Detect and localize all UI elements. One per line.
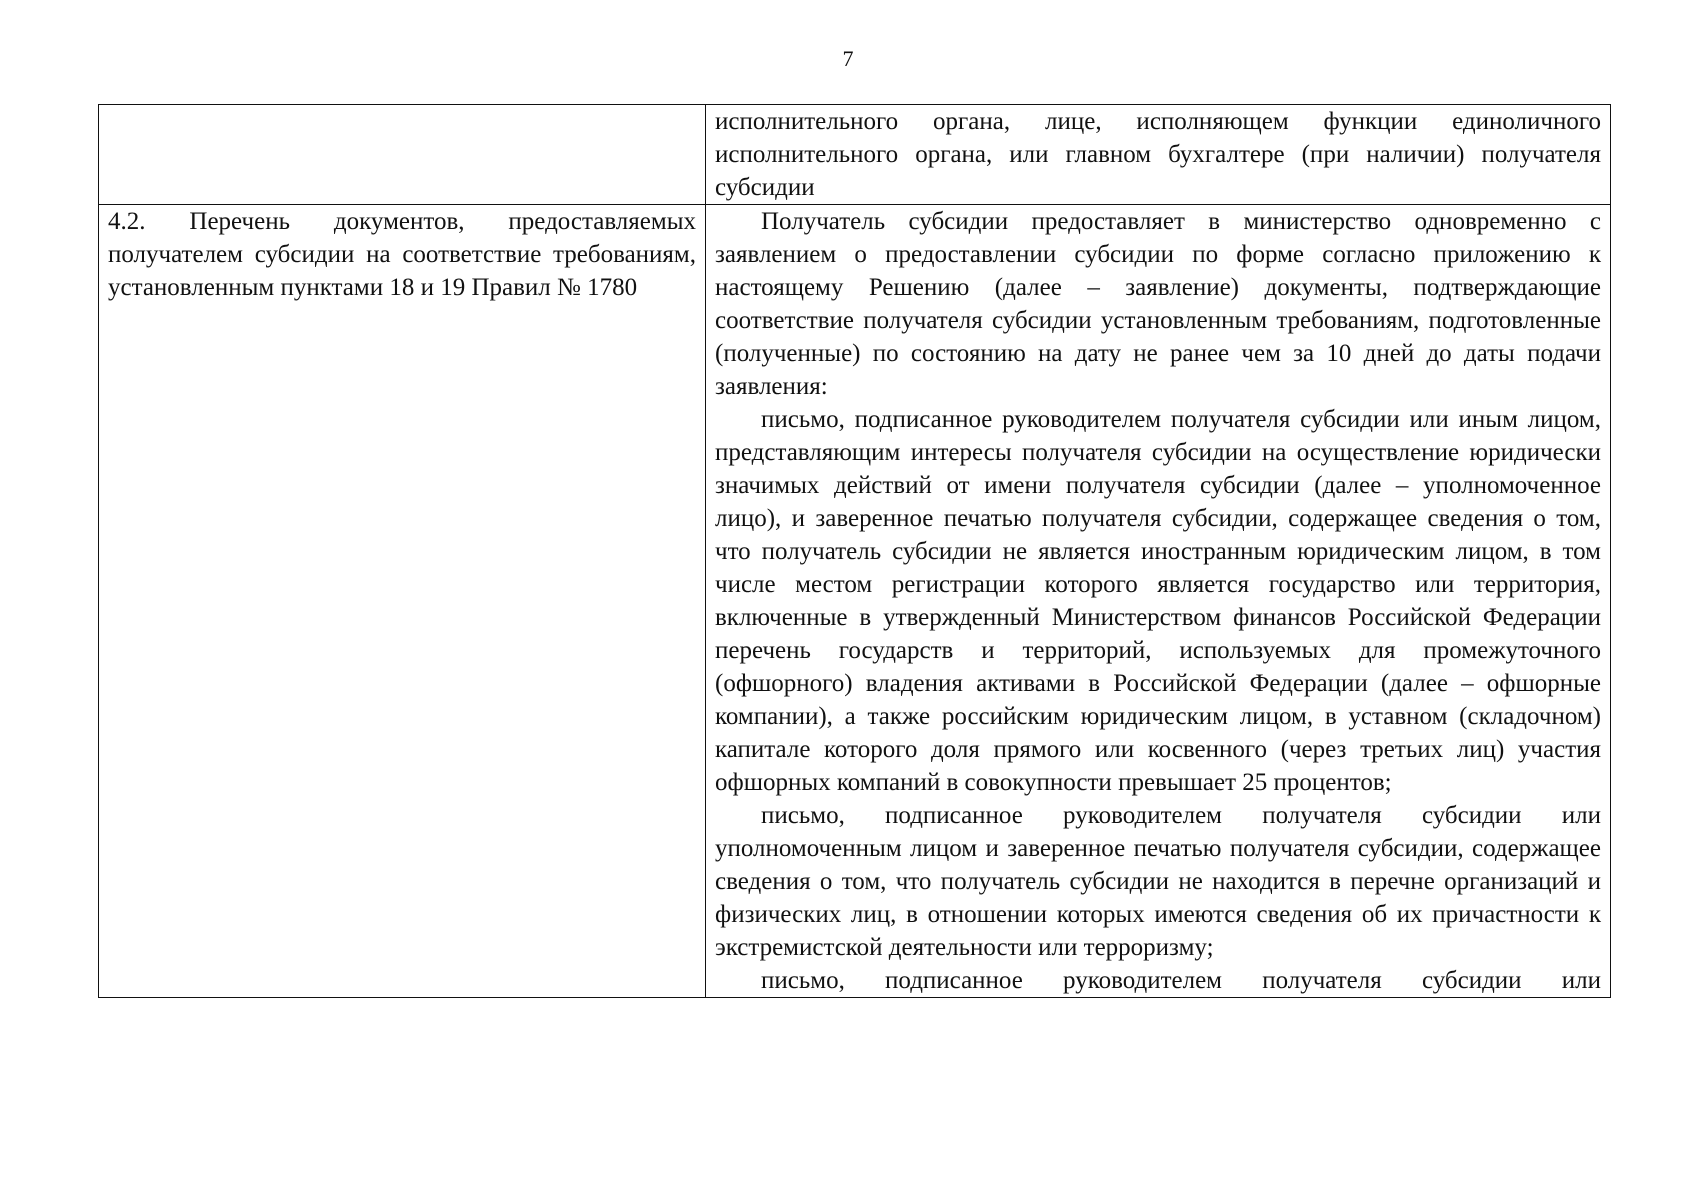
table-cell-left: [99, 205, 706, 998]
continuation-paragraph: исполнительного органа, лице, исполняющем функции единоличного исполнительного органа, или главном бухгалтере (при наличии) получателя субсидии: [715, 108, 1601, 201]
table-cell-right: [706, 205, 1611, 998]
page-number: 7: [842, 46, 854, 71]
paragraph: письмо, подписанное руководителем получателя субсидии или иным лицом, представляющим интересы получателя субсидии на осуществление юридически значимых действий от имени получателя субсидии (далее – уполномоченное лицо), и заверенное печатью получателя субсидии, содержащее сведения о том, что получатель субсидии не является иностранным юридическим лицом, в том числе местом регистрации которого является государство или территория, включенные в утвержденный Министерством финансов Российской Федерации перечень государств и территорий, используемых для промежуточного (офшорного) владения активами в Российской Федерации (далее – офшорные компании), а также российским юридическим лицом, в уставном (складочном) капитале которого доля прямого или косвенного (через третьих лиц) участия офшорных компаний в совокупности превышает 25 процентов;: [715, 406, 1601, 796]
table-cell-right: [706, 105, 1611, 205]
table-row: [99, 205, 1611, 998]
paragraph: Получатель субсидии предоставляет в министерство одновременно с заявлением о предоставлении субсидии по форме согласно приложению к настоящему Решению (далее – заявление) документы, подтверждающие соответствие получателя субсидии установленным требованиям, подготовленные (полученные) по состоянию на дату не ранее чем за 10 дней до даты подачи заявления:: [715, 208, 1601, 400]
table-cell-left-empty: [99, 105, 706, 205]
section-heading-4-2: 4.2. Перечень документов, предоставляемых получателем субсидии на соответствие требованиям, установленным пунктами 18 и 19 Правил № 1780: [108, 208, 696, 301]
document-table: [98, 104, 1611, 998]
paragraph-continued: письмо, подписанное руководителем получателя субсидии или: [761, 967, 1601, 994]
paragraph: письмо, подписанное руководителем получателя субсидии или уполномоченным лицом и заверенное печатью получателя субсидии, содержащее сведения о том, что получатель субсидии не находится в перечне организаций и физических лиц, в отношении которых имеются сведения об их причастности к экстремистской деятельности или терроризму;: [715, 802, 1601, 961]
table-row: [99, 105, 1611, 205]
